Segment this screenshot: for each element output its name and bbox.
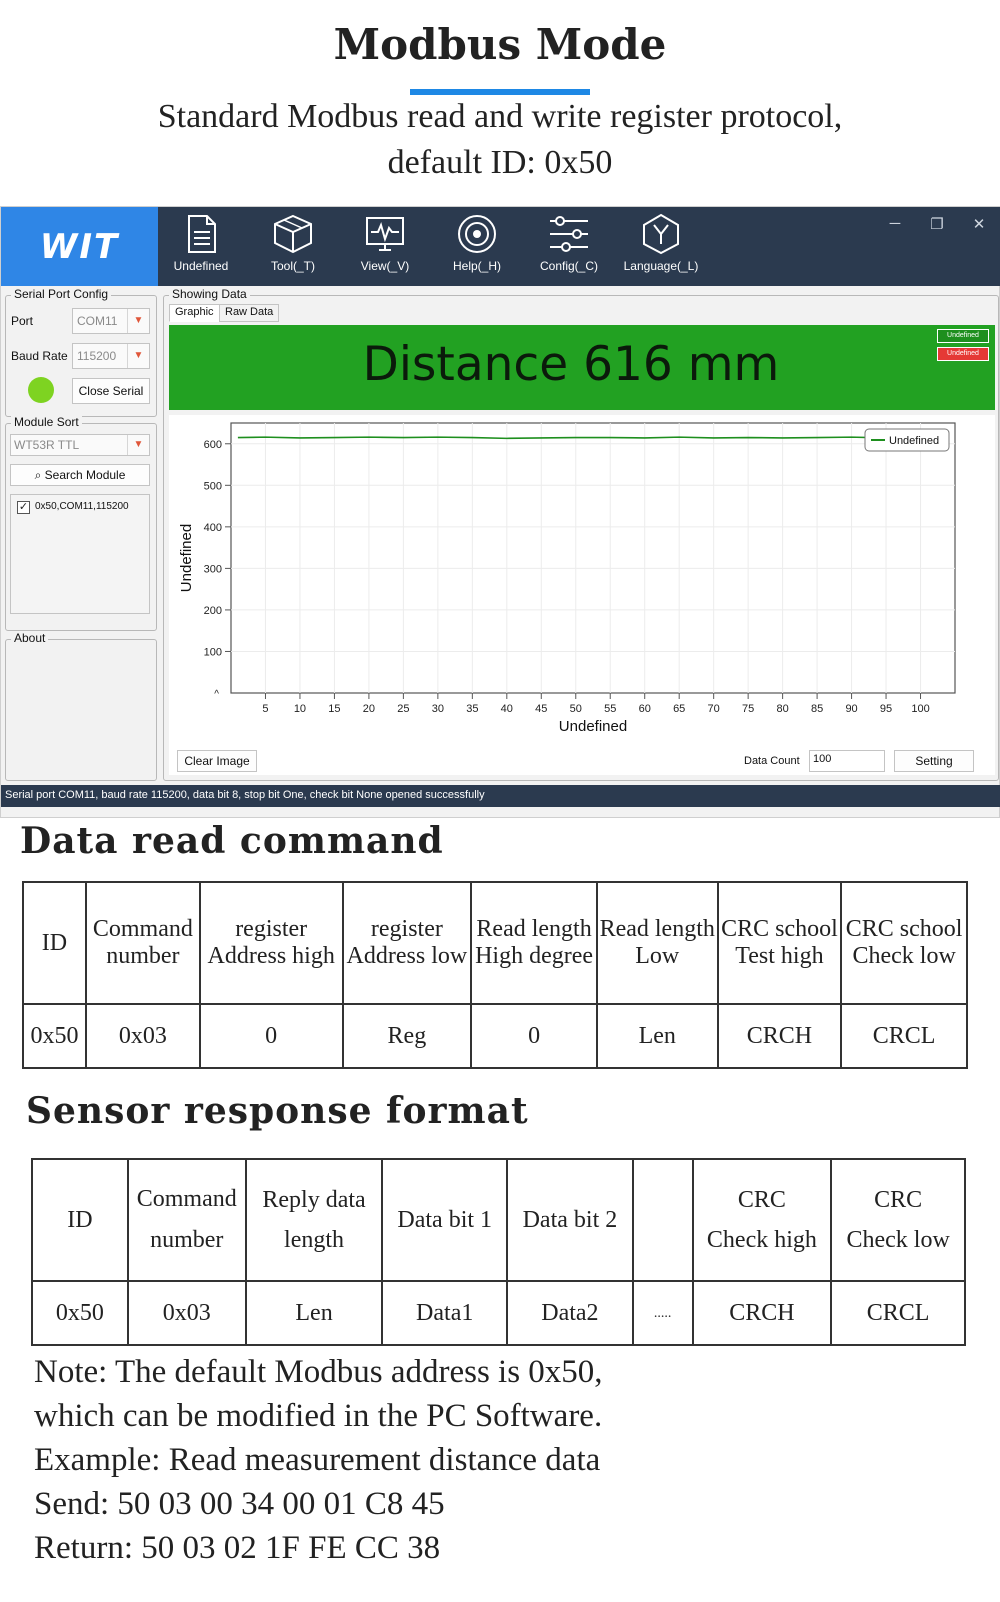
group-title: Serial Port Config (11, 287, 111, 301)
baud-rate-select[interactable] (72, 343, 150, 369)
distance-banner (169, 325, 995, 410)
target-icon (455, 213, 499, 255)
x-tick-label: 100 (911, 703, 930, 715)
group-title: Module Sort (11, 415, 82, 429)
table-cell: Reg (343, 1004, 472, 1068)
table-cell: CRCH (693, 1281, 832, 1345)
x-tick-label: 40 (500, 703, 513, 715)
header-cell (633, 1159, 693, 1281)
port-label: Port (11, 314, 34, 328)
toolbar-label: Help(_H) (452, 259, 501, 273)
table-cell: ..... (633, 1281, 693, 1345)
note-block (34, 1350, 603, 1570)
x-axis-label: Undefined (558, 718, 628, 735)
y-tick-label: 600 (203, 438, 222, 451)
device-item[interactable]: 0x50,COM11,115200 (35, 501, 129, 512)
about-group (5, 631, 157, 781)
hexagon-y-icon (639, 213, 683, 255)
toolbar-language-button[interactable] (621, 213, 701, 283)
toolbar-label: Tool(_T) (270, 259, 315, 273)
setting-button[interactable]: Setting (894, 750, 974, 772)
header-cell: CRC Check high (693, 1159, 832, 1281)
group-title: About (11, 631, 48, 645)
table-cell: CRCL (841, 1004, 967, 1068)
table-cell: 0x50 (32, 1281, 128, 1345)
header-cell: CRC school Test high (718, 882, 842, 1004)
header-cell: Data bit 2 (507, 1159, 633, 1281)
table-cell: 0 (200, 1004, 343, 1068)
search-module-label: Search Module (44, 468, 126, 482)
plot-frame (231, 423, 955, 693)
clear-image-button[interactable]: Clear Image (177, 750, 257, 772)
x-tick-label: 60 (638, 703, 651, 715)
toolbar-undefined-button[interactable] (161, 213, 241, 283)
table-cell: 0x03 (128, 1281, 246, 1345)
y-zero-label: ^ (214, 689, 219, 700)
cube-icon (271, 213, 315, 255)
dropdown-arrow-icon: ▼ (127, 344, 149, 368)
subtitle-line-1: Standard Modbus read and write register protocol, (157, 98, 843, 135)
header-cell: Command number (128, 1159, 246, 1281)
x-tick-label: 30 (431, 703, 444, 715)
header-cell: register Address low (343, 882, 472, 1004)
table-row (32, 1281, 965, 1345)
y-tick-label: 500 (203, 480, 222, 493)
read-command-table (22, 881, 968, 1069)
table-cell: Data1 (382, 1281, 507, 1345)
header-cell: CRC school Check low (841, 882, 967, 1004)
table-cell: Len (597, 1004, 718, 1068)
note-line: Return: 50 03 02 1F FE CC 38 (34, 1530, 441, 1566)
note-line: Note: The default Modbus address is 0x50, (34, 1354, 603, 1390)
tab-raw-data[interactable]: Raw Data (219, 304, 279, 322)
y-tick-label: 100 (203, 646, 222, 659)
toolbar-label: Config(_C) (539, 259, 599, 273)
x-tick-label: 85 (810, 703, 824, 715)
port-select[interactable] (72, 308, 150, 334)
page-title: Modbus Mode (333, 20, 667, 69)
x-tick-label: 65 (673, 703, 686, 715)
toolbar-label: View(_V) (360, 259, 410, 273)
x-tick-label: 50 (569, 703, 582, 715)
y-axis-label: Undefined (178, 523, 195, 593)
distance-chart (169, 415, 995, 745)
status-bar: Serial port COM11, baud rate 115200, data bit 8, stop bit One, check bit None opened successfully (1, 785, 1000, 807)
x-tick-label: 90 (845, 703, 858, 715)
x-tick-label: 95 (879, 703, 893, 715)
legend-label: Undefined (889, 435, 940, 447)
table-cell: 0x50 (23, 1004, 86, 1068)
baud-rate-label: Baud Rate (11, 349, 68, 363)
y-tick-label: 400 (203, 521, 222, 534)
x-tick-label: 35 (466, 703, 479, 715)
toolbar-view-button[interactable] (345, 213, 425, 283)
x-tick-label: 80 (776, 703, 789, 715)
y-tick-label: 300 (203, 563, 222, 576)
header-cell: ID (32, 1159, 128, 1281)
baud-rate-value: 115200 (77, 349, 117, 363)
x-tick-label: 25 (397, 703, 410, 715)
header-cell: ID (23, 882, 86, 1004)
table-row (23, 1004, 967, 1068)
search-module-button[interactable] (10, 464, 150, 486)
legend-chip-green: Undefined (937, 329, 989, 343)
read-command-title: Data read command (20, 820, 444, 862)
x-tick-label: 75 (742, 703, 755, 715)
port-value: COM11 (77, 314, 118, 328)
dropdown-arrow-icon: ▼ (127, 435, 149, 455)
sliders-icon (547, 213, 591, 255)
x-tick-label: 5 (262, 703, 269, 715)
response-format-table (31, 1158, 966, 1346)
chart-area (169, 415, 995, 775)
header-cell: Command number (86, 882, 200, 1004)
table-cell: CRCH (718, 1004, 842, 1068)
header-cell: CRC Check low (831, 1159, 965, 1281)
toolbar-label: Undefined (173, 259, 229, 273)
x-tick-label: 10 (293, 703, 307, 715)
header-cell: Reply data length (246, 1159, 383, 1281)
tab-graphic[interactable]: Graphic (169, 304, 220, 322)
page-subtitle (0, 94, 1000, 186)
series-line (238, 437, 934, 438)
table-cell: Len (246, 1281, 383, 1345)
x-tick-label: 55 (604, 703, 617, 715)
monitor-wave-icon (363, 213, 407, 255)
header-cell: Read length Low (597, 882, 718, 1004)
table-cell: CRCL (831, 1281, 965, 1345)
group-title: Showing Data (169, 287, 250, 301)
toolbar (1, 207, 1000, 286)
toolbar-tool-button[interactable] (253, 213, 333, 283)
response-format-title: Sensor response format (26, 1090, 529, 1132)
distance-readout: Distance 616 mm (362, 337, 780, 392)
module-type-value: WT53R TTL (14, 438, 80, 452)
search-icon: ⌕ (34, 468, 45, 482)
x-tick-label: 20 (362, 703, 376, 715)
device-checkbox[interactable]: ✓ (18, 501, 29, 513)
note-line: Example: Read measurement distance data (34, 1442, 601, 1478)
table-header-row (32, 1159, 965, 1281)
data-count-input[interactable]: 100 (809, 750, 885, 772)
note-line: Send: 50 03 00 34 00 01 C8 45 (34, 1486, 445, 1522)
data-count-label: Data Count (744, 755, 800, 767)
toolbar-config-button[interactable] (529, 213, 609, 283)
document-icon (181, 213, 221, 255)
minimize-icon[interactable]: ─ (889, 215, 901, 232)
table-cell: 0 (471, 1004, 597, 1068)
table-cell: 0x03 (86, 1004, 200, 1068)
x-tick-label: 70 (707, 703, 720, 715)
legend-chip-red: Undefined (937, 347, 989, 361)
app-window (0, 206, 1000, 818)
header-cell: Read length High degree (471, 882, 597, 1004)
table-header-row (23, 882, 967, 1004)
serial-status-indicator (28, 377, 54, 403)
subtitle-line-2: default ID: 0x50 (387, 144, 613, 181)
dropdown-arrow-icon: ▼ (127, 309, 149, 333)
module-type-select[interactable] (10, 434, 150, 456)
header-cell: Data bit 1 (382, 1159, 507, 1281)
device-list (10, 494, 150, 614)
table-cell: Data2 (507, 1281, 633, 1345)
close-icon[interactable]: ✕ (972, 216, 986, 233)
maximize-icon[interactable]: ❐ (930, 216, 944, 233)
header-cell: register Address high (200, 882, 343, 1004)
wit-logo: WIT (1, 207, 158, 286)
x-tick-label: 15 (328, 703, 341, 715)
y-tick-label: 200 (203, 604, 222, 617)
note-line: which can be modified in the PC Software. (34, 1398, 603, 1434)
toolbar-help-button[interactable] (437, 213, 517, 283)
close-serial-button[interactable]: Close Serial (72, 378, 150, 404)
x-tick-label: 45 (535, 703, 548, 715)
toolbar-label: Language(_L) (623, 259, 699, 273)
